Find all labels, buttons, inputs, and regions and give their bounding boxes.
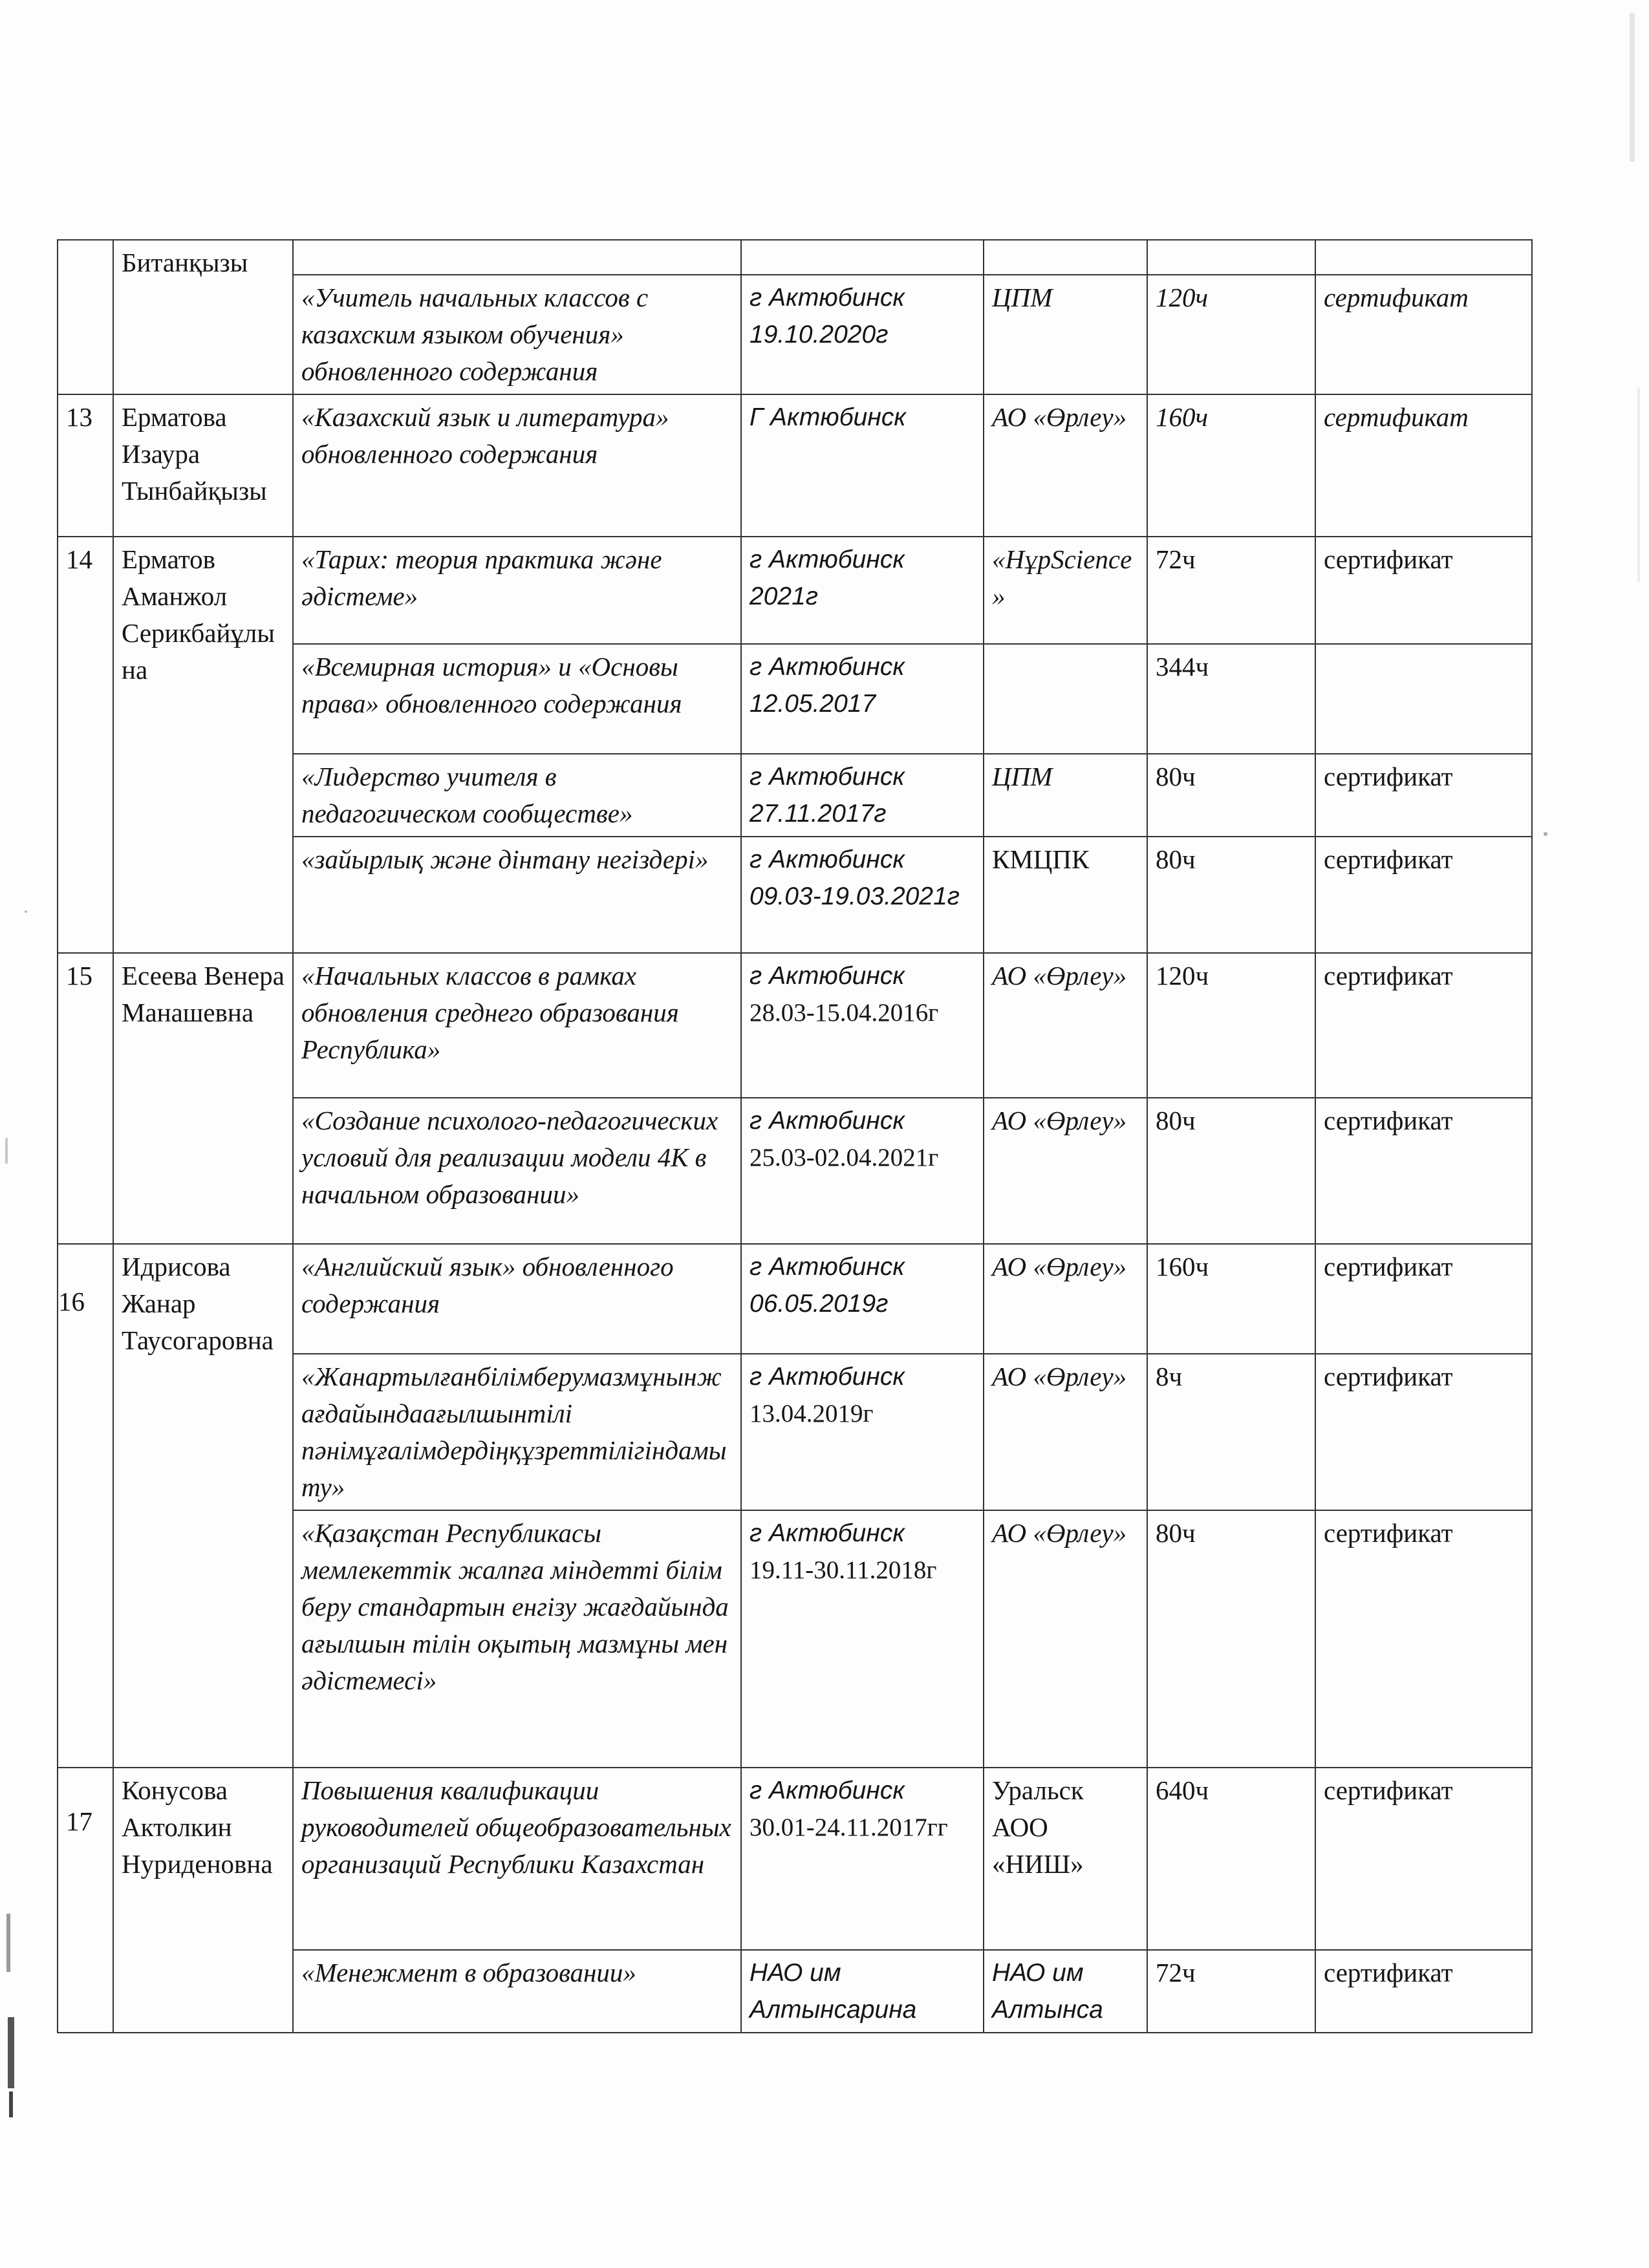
- hours: 160ч: [1147, 1244, 1315, 1354]
- course-place: г Актюбинск 06.05.2019г: [741, 1244, 984, 1354]
- hours: 8ч: [1147, 1354, 1315, 1510]
- row-number: 14: [58, 537, 113, 953]
- hours: 120ч: [1147, 275, 1315, 394]
- row-number: 15: [58, 953, 113, 1244]
- course-place: г Актюбинск 27.11.2017г: [741, 754, 984, 837]
- row-number: 17: [58, 1768, 113, 2033]
- course-date: 13.04.2019г: [749, 1400, 874, 1428]
- course-title: «Тарих: теория практика және әдістеме»: [293, 537, 741, 644]
- participant-name: Есеева Венера Манашевна: [113, 953, 293, 1244]
- table-row: [58, 240, 1532, 275]
- course-place: г Актюбинск 25.03-02.04.2021г: [741, 1098, 984, 1244]
- document-type: сертификат: [1315, 275, 1532, 394]
- document-type: сертификат: [1315, 953, 1532, 1098]
- table-row: [58, 537, 1532, 644]
- organizer: АО «Өрлеу»: [984, 1244, 1147, 1354]
- course-title: «Жанартылғанбілімберумазмұнынжағдайындаағылшынтілі пәнімұғалімдердіңқұзреттілігіндамыту»: [293, 1354, 741, 1510]
- course-place: Г Актюбинск: [741, 394, 984, 537]
- course-title: «Казахский язык и литература» обновленного содержания: [293, 394, 741, 537]
- course-title: Повышения квалификации руководителей общеобразовательных организаций Республики Казахстан: [293, 1768, 741, 1950]
- hours: 72ч: [1147, 537, 1315, 644]
- hours: 160ч: [1147, 394, 1315, 537]
- document-type: сертификат: [1315, 837, 1532, 953]
- participant-name: Конусова Актолкин Нуриденовна: [113, 1768, 293, 2033]
- hours: 80ч: [1147, 1510, 1315, 1768]
- participant-name: Идрисова Жанар Таусогаровна: [113, 1244, 293, 1768]
- participant-name: Ерматова Изаура Тынбайқызы: [113, 394, 293, 537]
- table-row: [58, 394, 1532, 537]
- document-type: сертификат: [1315, 1244, 1532, 1354]
- participant-name: Ерматов Аманжол Серикбайұлына: [113, 537, 293, 953]
- table-row: [58, 953, 1532, 1098]
- course-date: 27.11.2017г: [749, 800, 887, 828]
- organizer: АО «Өрлеу»: [984, 953, 1147, 1098]
- course-place: г Актюбинск 19.10.2020г: [741, 275, 984, 394]
- hours: 80ч: [1147, 754, 1315, 837]
- organizer: ЦПМ: [984, 275, 1147, 394]
- row-number: 16: [58, 1244, 113, 1768]
- course-title: «Всемирная история» и «Основы права» обновленного содержания: [293, 644, 741, 754]
- organizer: НАО им Алтынса: [984, 1950, 1147, 2033]
- document-type: сертификат: [1315, 537, 1532, 644]
- course-date: 19.11-30.11.2018г: [749, 1556, 937, 1584]
- course-place: НАО им Алтынсарина: [741, 1950, 984, 2033]
- document-type: сертификат: [1315, 754, 1532, 837]
- table-row: [58, 1244, 1532, 1354]
- course-place: г Актюбинск 30.01-24.11.2017гг: [741, 1768, 984, 1950]
- course-date: 12.05.2017: [749, 690, 876, 718]
- document-type: сертификат: [1315, 394, 1532, 537]
- document-type: сертификат: [1315, 1950, 1532, 2033]
- organizer: АО «Өрлеу»: [984, 1510, 1147, 1768]
- course-title: «Қазақстан Республикасы мемлекеттік жалпға міндетті білім беру стандартын енгізу жағдайында ағылшын тілін оқытың мазмұны мен әдістемесі»: [293, 1510, 741, 1768]
- participant-name: Битанқызы: [113, 240, 293, 394]
- course-place: г Актюбинск 13.04.2019г: [741, 1354, 984, 1510]
- organizer: АО «Өрлеу»: [984, 394, 1147, 537]
- hours: 120ч: [1147, 953, 1315, 1098]
- hours: 640ч: [1147, 1768, 1315, 1950]
- organizer: КМЦПК: [984, 837, 1147, 953]
- row-number: 13: [58, 394, 113, 537]
- organizer: «НұрScience»: [984, 537, 1147, 644]
- course-title: «зайырлық және дінтану негіздері»: [293, 837, 741, 953]
- hours: 72ч: [1147, 1950, 1315, 2033]
- course-date: 30.01-24.11.2017гг: [749, 1813, 948, 1841]
- course-place: г Актюбинск 09.03-19.03.2021г: [741, 837, 984, 953]
- course-place: г Актюбинск 2021г: [741, 537, 984, 644]
- course-title: «Начальных классов в рамках обновления среднего образования Республика»: [293, 953, 741, 1098]
- course-title: «Создание психолого-педагогических условий для реализации модели 4К в начальном образовании»: [293, 1098, 741, 1244]
- row-number-cell: [58, 240, 113, 394]
- course-place: г Актюбинск 19.11-30.11.2018г: [741, 1510, 984, 1768]
- document-type: сертификат: [1315, 1510, 1532, 1768]
- document-type: сертификат: [1315, 1768, 1532, 1950]
- organizer: АО «Өрлеу»: [984, 1098, 1147, 1244]
- organizer: АО «Өрлеу»: [984, 1354, 1147, 1510]
- course-date: 06.05.2019г: [749, 1290, 889, 1318]
- hours: 80ч: [1147, 1098, 1315, 1244]
- hours: 80ч: [1147, 837, 1315, 953]
- course-title: «Лидерство учителя в педагогическом сообществе»: [293, 754, 741, 837]
- course-date: 19.10.2020г: [749, 321, 889, 348]
- course-date: 25.03-02.04.2021г: [749, 1144, 939, 1171]
- organizer: ЦПМ: [984, 754, 1147, 837]
- course-place: г Актюбинск 12.05.2017: [741, 644, 984, 754]
- hours: 344ч: [1147, 644, 1315, 754]
- course-date: 09.03-19.03.2021г: [749, 883, 960, 910]
- course-date: 2021г: [749, 583, 818, 610]
- course-title: «Менежмент в образовании»: [293, 1950, 741, 2033]
- course-title: «Английский язык» обновленного содержания: [293, 1244, 741, 1354]
- table-row: [58, 1768, 1532, 1950]
- course-place: г Актюбинск 28.03-15.04.2016г: [741, 953, 984, 1098]
- training-table: [57, 239, 1533, 2033]
- course-date: 28.03-15.04.2016г: [749, 999, 939, 1027]
- document-type: сертификат: [1315, 1098, 1532, 1244]
- document-type: сертификат: [1315, 1354, 1532, 1510]
- organizer: Уральск АОО «НИШ»: [984, 1768, 1147, 1950]
- course-title: «Учитель начальных классов с казахским языком обучения» обновленного содержания: [293, 275, 741, 394]
